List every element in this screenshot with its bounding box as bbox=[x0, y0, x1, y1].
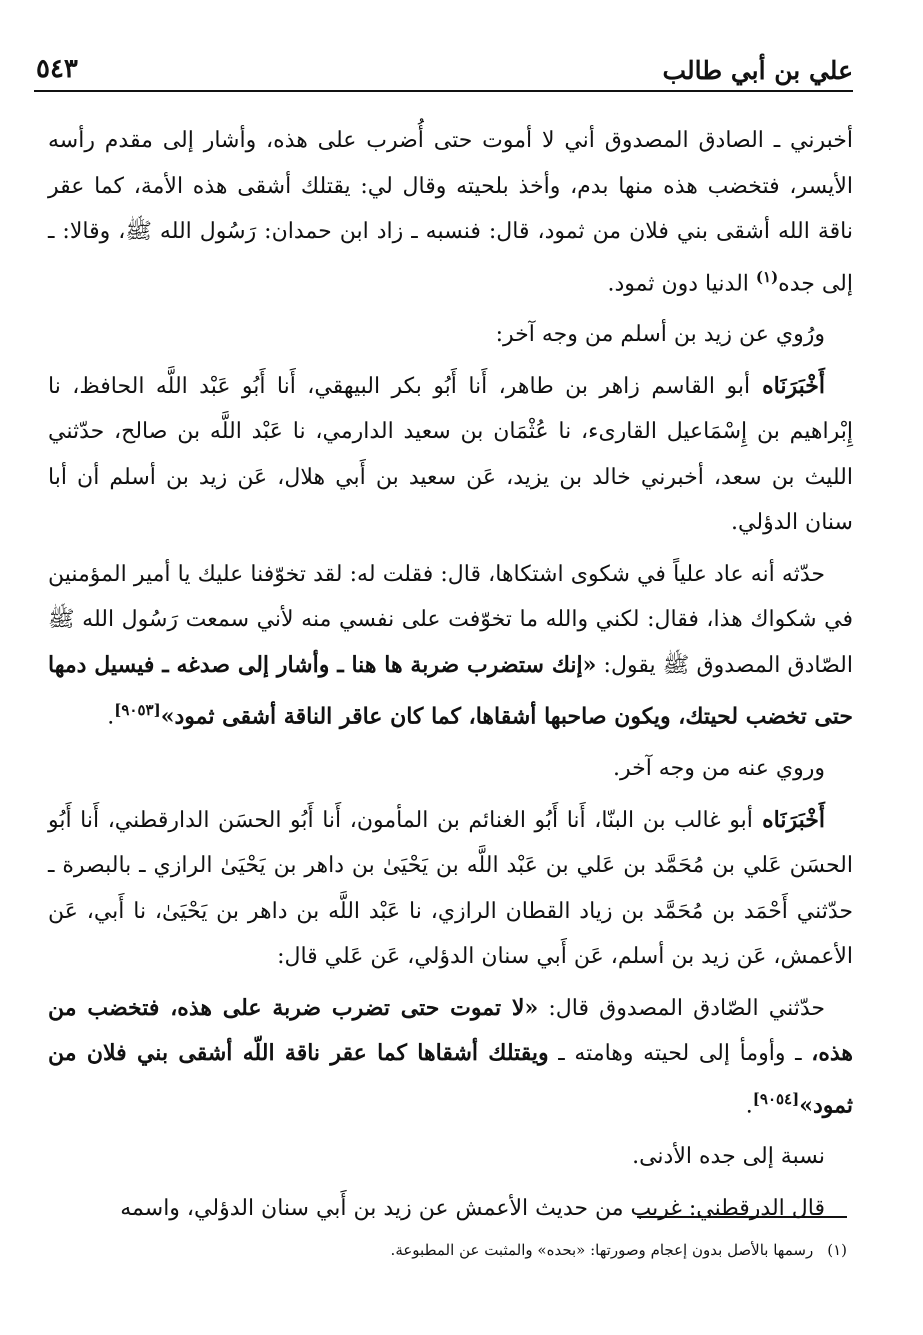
text-run: ورُوي عن زيد بن أسلم من وجه آخر: bbox=[495, 322, 825, 348]
page-number: ٥٤٣ bbox=[36, 54, 78, 84]
text-run: قال الدرقطني: غريب من حديث الأعمش عن زيد بن أَبي سنان الدؤلي، واسمه bbox=[120, 1195, 825, 1221]
text-run: . bbox=[107, 704, 115, 730]
text-run: وروي عنه من وجه آخر. bbox=[612, 756, 825, 782]
footnote bbox=[60, 1238, 847, 1262]
main-text bbox=[48, 118, 853, 1237]
footnote-number: (١) bbox=[827, 1241, 847, 1259]
paragraph bbox=[48, 746, 853, 792]
reference-marker: [٩٠٥٤] bbox=[752, 1089, 800, 1108]
text-run: نسبة إلى جده الأدنى. bbox=[632, 1144, 825, 1170]
bold-text: «لا تموت حتى تضرب ضربة على هذه، فتخضب من هذه، bbox=[48, 994, 853, 1067]
bold-text: أَخْبَرَنَاه bbox=[750, 372, 825, 399]
text-run: أبو القاسم زاهر بن طاهر، أَنا أَبُو بكر البيهقي، أَنا أَبُو عَبْد اللَّه الحافظ، نا إِبْراهيم بن إِسْمَاعيل القارىء، نا عُثْمَان بن سعيد الدارمي، نا عَبْد اللَّه بن صالح، حدّثني الليث بن سعد، أخبرني خالد بن يزيد، عَن سعيد بن أَبي هلال، عَن زيد بن أسلم أن أبا سنان الدؤلي. bbox=[48, 373, 853, 536]
text-run: حدّثه أنه عاد علياً في شكوى اشتكاها، قال: فقلت له: لقد تخوّفنا عليك يا أمير المؤمنين في شكواك هذا، فقال: لكني والله ما تخوّفت على نفسي منه لأني سمعت رَسُول الله ﷺ الصّادق المصدوق ﷺ يقول: bbox=[48, 561, 854, 678]
bold-text: «إنك ستضرب ضربة ها هنا ـ وأشار إلى صدغه ـ فيسيل دمها حتى تخضب لحيتك، ويكون صاحبها أشقاها، كما كان عاقر الناقة أشقى ثمود» bbox=[48, 651, 853, 730]
page-header bbox=[34, 52, 853, 92]
paragraph bbox=[48, 312, 853, 358]
bold-text: ويقتلك أشقاها كما عقر ناقة اللّه أشقى بني فلان من ثمود» bbox=[48, 1040, 853, 1118]
text-run: . bbox=[745, 1092, 753, 1118]
text-run: حدّثني الصّادق المصدوق قال: bbox=[538, 995, 826, 1021]
paragraph bbox=[48, 552, 853, 740]
paragraph bbox=[48, 1134, 853, 1180]
paragraph bbox=[48, 986, 853, 1129]
text-run: ـ وأومأ إلى لحيته وهامته ـ bbox=[548, 1041, 812, 1067]
paragraph bbox=[48, 1186, 853, 1232]
paragraph bbox=[48, 364, 853, 546]
footnote-text: رسمها بالأصل بدون إعجام وصورتها: «بحده» والمثبت عن المطبوعة. bbox=[390, 1241, 814, 1259]
text-run: الدنيا دون ثمود. bbox=[607, 270, 756, 296]
paragraph bbox=[48, 118, 853, 306]
bold-text: أَخْبَرَنَاه bbox=[752, 806, 825, 833]
reference-marker: (١) bbox=[755, 267, 779, 286]
text-run: أخبرني ـ الصادق المصدوق أني لا أموت حتى أُضرب على هذه، وأشار إلى مقدم رأسه الأيسر، فتخضب هذه منها بدم، وأخذ بلحيته وقال لي: يقتلك أشقى هذه الأمة، كما عقر ناقة الله أشقى بني فلان من ثمود، قال: فنسبه ـ زاد ابن حمدان: رَسُول الله ﷺ، وقالا: ـ إلى جده bbox=[48, 128, 853, 296]
reference-marker: [٩٠٥٣] bbox=[114, 701, 161, 720]
running-title: علي بن أبي طالب bbox=[662, 56, 853, 85]
paragraph bbox=[48, 798, 853, 980]
text-run: أبو غالب بن البنّا، أَنا أَبُو الغنائم بن المأمون، أَنا أَبُو الحسَن الدارقطني، أَنا أَبُو الحسَن عَلي بن مُحَمَّد بن عَلي بن عَبْد اللَّه بن يَحْيَىٰ بن داهر بن يَحْيَىٰ الرازي ـ بالبصرة ـ حدّثني أَحْمَد بن مُحَمَّد بن زياد القطان الرازي، نا عَبْد اللَّه بن داهر بن يَحْيَىٰ، نا أَبي، عَن الأعمش، عَن زيد بن أسلم، عَن أَبي سنان الدؤلي، عَن عَلي قال: bbox=[48, 807, 853, 970]
footnote-divider bbox=[637, 1216, 847, 1218]
